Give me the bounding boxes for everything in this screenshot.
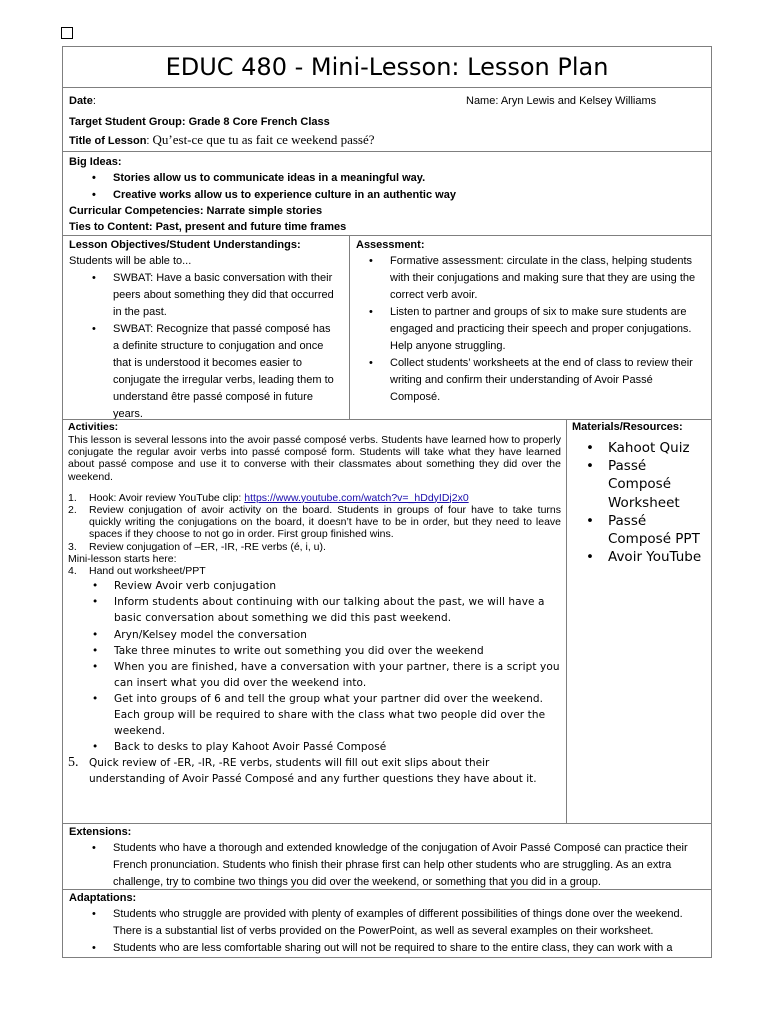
list-item: • Students who are less comfortable sharing out will not be required to share to the entire class, they can work with a [113,940,705,957]
youtube-link[interactable]: https://www.youtube.com/watch?v=_hDdyIDj2x0 [244,491,469,504]
objectives-intro: Students will be able to... [69,255,192,267]
bullet-icon: • [92,628,99,641]
step-3: 3. Review conjugation of –ER, -IR, -RE verbs (é, i, u). [68,540,326,553]
materials-heading: Materials/Resources: [572,421,683,433]
assessment-heading: Assessment: [356,239,425,251]
bullet-icon: • [92,596,99,609]
list-item: • Take three minutes to write out something you did over the weekend [114,643,561,659]
activities-row [63,420,711,824]
list-item: • Students who have a thorough and extended knowledge of the conjugation of Avoir Passé Composé can practice their French pronunciation. Students who finish their phrase first can help other students who are struggling. As an extra challenge, try to combine two things you did over the weekend, or something that you did in a group. [92,842,688,888]
list-item: • Inform students about continuing with our talking about the past, we will have a basic conversation about something we did this past weekend. [92,596,545,625]
lesson-plan-table [62,46,712,958]
big-ideas-section [63,152,711,236]
bullet-icon: • [92,842,96,854]
list-item: • Listen to partner and groups of six to make sure students are engaged and practicing their speech and proper conjugations. Help anyone struggling. [369,306,692,352]
list-item: • Collect students’ worksheets at the end of class to review their writing and confirm their understanding of Avoir Passé Composé. [369,357,693,403]
extensions-section [63,824,711,890]
bullet-icon: • [92,188,96,201]
list-item: • Creative works allow us to experience culture in an authentic way [113,187,705,203]
bullet-icon: • [369,306,373,318]
lesson-title-label: Title of Lesson [69,135,147,147]
bullet-icon: • [92,741,99,754]
lesson-title-separator: : [146,135,153,147]
mini-lesson-label: Mini-lesson starts here: [68,552,177,565]
bullet-icon: • [92,580,99,593]
list-item: • Aryn/Kelsey model the conversation [114,627,561,643]
list-item: • Back to desks to play Kahoot Avoir Passé Composé [114,739,561,755]
bullet-icon: • [586,549,594,566]
list-item: • Passé Composé Worksheet [586,458,680,511]
materials-list [572,439,706,566]
bullet-icon: • [586,458,594,475]
bullet-icon: • [92,660,99,673]
list-item: • Formative assessment: circulate in the class, helping students with their conjugations and making sure that they are using the correct verb avoir. [369,255,696,301]
date-label: Date [69,95,93,107]
lesson-title-value: Qu’est-ce que tu as fait ce weekend passé? [152,132,375,147]
step-1: 1. Hook: Avoir review YouTube clip: https://www.youtube.com/watch?v=_hDdyIDj2x0 [68,491,469,504]
bullet-icon: • [92,172,96,185]
step-4: 4. Hand out worksheet/PPT [68,565,206,578]
bullet-icon: • [369,357,373,369]
checkbox[interactable] [61,27,73,39]
activities-cell [63,420,567,823]
objectives-heading: Lesson Objectives/Student Understandings: [69,239,301,251]
big-ideas-list [69,170,705,203]
assessment-cell [350,236,711,419]
objectives-assessment-row [63,236,711,420]
list-item: • SWBAT: Have a basic conversation with their peers about something they did that occurred in the past. [92,272,334,318]
step-4-subitems [68,578,561,755]
bullet-icon: • [92,323,96,335]
list-item: • When you are finished, have a conversation with your partner, there is a script you can insert what you did over the weekend into. [92,660,560,689]
list-item: • Passé Composé PPT [586,512,700,548]
adaptations-heading: Adaptations: [69,892,137,904]
bullet-icon: • [369,255,373,267]
ties-to-content: Ties to Content: Past, present and future time frames [69,221,347,234]
list-item: • Review Avoir verb conjugation [114,578,561,594]
bullet-icon: • [586,440,594,456]
lesson-title-row [69,131,705,148]
list-item: • Kahoot Quiz [586,440,690,456]
list-item: • Students who struggle are provided with plenty of examples of different possibilities of things done over the weekend. There is a substantial list of verbs provided on the PowerPoint, as well as several examples on their worksheet. [92,908,683,937]
objectives-cell [63,236,350,419]
assessment-list [356,253,705,406]
date-separator: : [92,95,96,107]
bullet-icon: • [92,692,99,705]
activities-heading: Activities: [68,421,119,433]
adaptations-section [63,890,711,958]
author-names: Name: Aryn Lewis and Kelsey Williams [466,95,657,107]
page-title: EDUC 480 - Mini-Lesson: Lesson Plan [63,47,711,88]
bullet-icon: • [92,644,99,657]
activities-intro: This lesson is several lessons into the avoir passé composé verbs. Students have learned how to properly conjugate the regular avoir verbs into passé composé form. Students will take what they have learned about passé compose and use it to converse with their classmates about something they did over the weekend. [68,434,561,483]
materials-cell [567,420,711,823]
bullet-icon: • [92,908,96,920]
objectives-list [69,270,343,419]
list-item: • SWBAT: Recognize that passé composé has a definite structure to conjugation and once that is understood it becomes easier to conjugate the irregular verbs, leading them to understand être passé composé in future years. [92,323,334,419]
list-item: • Stories allow us to communicate ideas in a meaningful way. [113,170,705,186]
extensions-heading: Extensions: [69,826,132,838]
bullet-icon: • [92,272,96,284]
target-group: Target Student Group: Grade 8 Core French Class [69,116,330,128]
info-section [63,88,711,152]
adaptations-list [69,906,705,957]
list-item: • Get into groups of 6 and tell the group what your partner did over the weekend. Each group will be required to share with the class what two people did over the weekend. [92,692,546,738]
list-item: • Avoir YouTube [586,549,702,566]
bullet-icon: • [92,942,96,954]
bullet-icon: • [586,512,594,529]
extensions-list [69,840,705,890]
step-5: 5. Quick review of -ER, -IR, -RE verbs, students will fill out exit slips about their understanding of Avoir Passé Composé and any further questions they have about it. [68,755,537,786]
big-ideas-heading: Big Ideas: [69,156,122,168]
curricular-competencies: Curricular Competencies: Narrate simple stories [69,204,323,217]
step-2: 2. Review conjugation of avoir activity on the board. Students in groups of four have to take turns quickly writing the conjugations on the board, it doesn’t have to be in order, but they need to leave spaces if they choose to not go in order. First group finished wins. [68,504,561,541]
